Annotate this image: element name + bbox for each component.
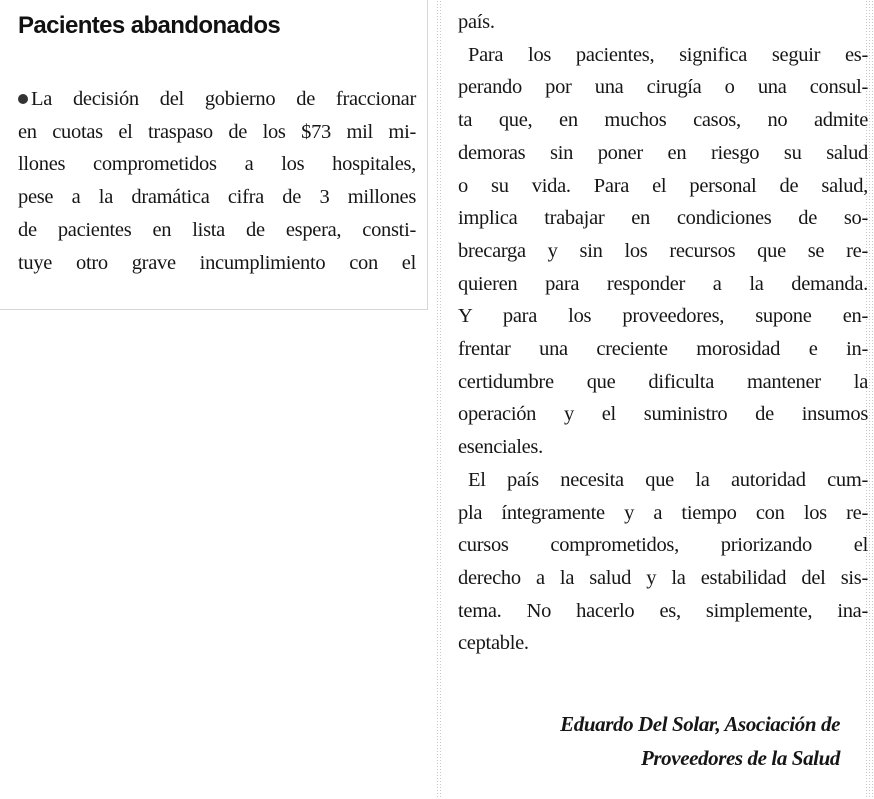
text-line: Y para los proveedores, supone en- <box>458 305 868 328</box>
text-line: ta que, en muchos casos, no admite <box>458 109 868 132</box>
text-line: pla íntegramente y a tiempo con los re- <box>458 501 868 524</box>
text-line: implica trabajar en condiciones de so- <box>458 207 868 230</box>
text-line: demoras sin poner en riesgo su salud <box>458 141 868 164</box>
text-line: derecho a la salud y la estabilidad del sis- <box>458 566 868 589</box>
text-line: Para los pacientes, significa seguir es- <box>468 43 868 66</box>
signature-line: Proveedores de la Salud <box>640 746 840 770</box>
text-line: perando por una cirugía o una consul- <box>458 76 868 99</box>
text-line: frentar una creciente morosidad e in- <box>458 338 868 361</box>
text-line: de pacientes en lista de espera, consti- <box>18 218 416 241</box>
signature-line: Eduardo Del Solar, Asociación de <box>560 712 840 736</box>
signature <box>560 707 840 775</box>
right-column-body <box>458 6 868 660</box>
text-line: en cuotas el traspaso de los $73 mil mi- <box>18 120 416 143</box>
text-line: tema. No hacerlo es, simplemente, ina- <box>458 599 868 622</box>
text-line: brecarga y sin los recursos que se re- <box>458 239 868 262</box>
text-line: La decisión del gobierno de fraccionar <box>18 83 416 116</box>
left-column <box>0 0 428 310</box>
text-line: llones comprometidos a los hospitales, <box>18 153 416 176</box>
text-line: tuye otro grave incumplimiento con el <box>18 251 416 274</box>
right-column-panel <box>442 0 866 799</box>
text-line: esenciales. <box>458 436 543 459</box>
text-line: quieren para responder a la demanda. <box>458 272 868 295</box>
headline: Pacientes abandonados <box>18 12 281 39</box>
right-column <box>436 0 874 799</box>
text-line: operación y el suministro de insumos <box>458 403 868 426</box>
text-line: o su vida. Para el personal de salud, <box>458 174 868 197</box>
left-column-body <box>18 83 416 279</box>
bullet-icon <box>18 94 28 104</box>
text-line: ceptable. <box>458 632 529 655</box>
text-line: certidumbre que dificulta mantener la <box>458 370 868 393</box>
text-line: cursos comprometidos, priorizando el <box>458 534 868 557</box>
text-line: país. <box>458 11 495 33</box>
text-line: pese a la dramática cifra de 3 millones <box>18 186 416 209</box>
text-line: El país necesita que la autoridad cum- <box>468 468 868 491</box>
